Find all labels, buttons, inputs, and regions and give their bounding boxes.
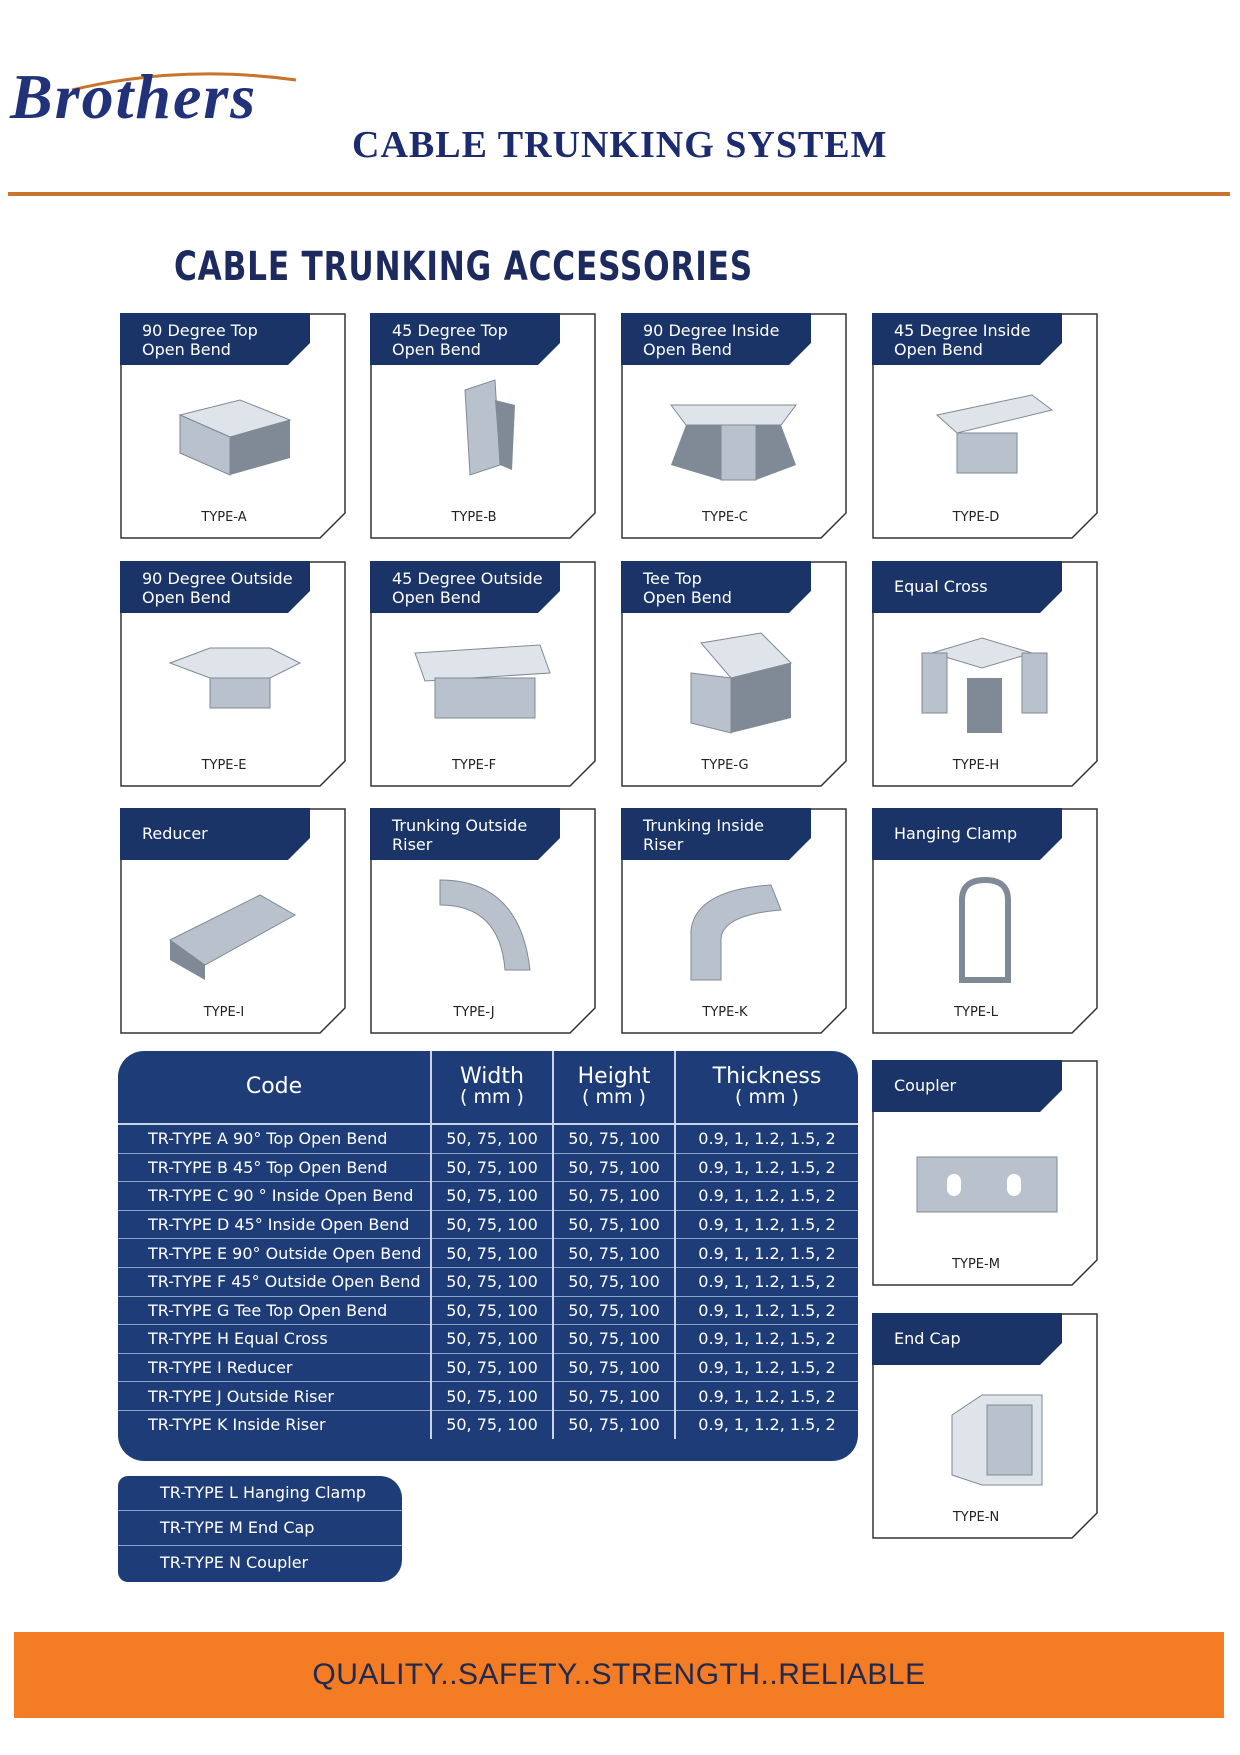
accessory-card bbox=[872, 313, 1098, 539]
spec-thickness-cell: 0.9, 1, 1.2, 1.5, 2 bbox=[675, 1182, 858, 1211]
spec-height-cell: 50, 75, 100 bbox=[553, 1124, 675, 1153]
accessory-type: TYPE-H bbox=[952, 758, 1000, 773]
spec-width-cell: 50, 75, 100 bbox=[431, 1124, 553, 1153]
spec-code-cell: TR-TYPE I Reducer bbox=[118, 1353, 431, 1382]
accessory-type: TYPE-I bbox=[203, 1005, 245, 1020]
spec-row bbox=[118, 1124, 858, 1153]
spec-width-cell: 50, 75, 100 bbox=[431, 1239, 553, 1268]
accessory-name: End Cap bbox=[894, 1329, 961, 1348]
spec-code-cell: TR-TYPE B 45° Top Open Bend bbox=[118, 1153, 431, 1182]
spec-row bbox=[118, 1410, 858, 1438]
brand-logo: Brothers bbox=[10, 61, 258, 132]
spec-header-row bbox=[118, 1051, 858, 1124]
accessory-type: TYPE-M bbox=[952, 1257, 1000, 1272]
spec-code-cell: TR-TYPE H Equal Cross bbox=[118, 1325, 431, 1354]
accessory-name: 90 Degree Inside Open Bend bbox=[643, 321, 780, 359]
tee-top-icon bbox=[651, 623, 817, 741]
spec-header-height: Height ( mm ) bbox=[553, 1051, 675, 1124]
accessory-card bbox=[872, 808, 1098, 1034]
spec-width-cell: 50, 75, 100 bbox=[431, 1325, 553, 1354]
spec-thickness-cell: 0.9, 1, 1.2, 1.5, 2 bbox=[675, 1124, 858, 1153]
accessory-card bbox=[370, 808, 596, 1034]
header-divider bbox=[8, 192, 1230, 196]
accessory-name: 90 Degree Outside Open Bend bbox=[142, 569, 293, 607]
inside-bend-45-icon bbox=[902, 375, 1068, 493]
spec-row bbox=[118, 1296, 858, 1325]
spec-thickness-cell: 0.9, 1, 1.2, 1.5, 2 bbox=[675, 1382, 858, 1411]
spec-code-cell: TR-TYPE J Outside Riser bbox=[118, 1382, 431, 1411]
extra-row: TR-TYPE M End Cap bbox=[118, 1511, 402, 1546]
accessory-name: Trunking Inside Riser bbox=[643, 816, 765, 854]
spec-height-cell: 50, 75, 100 bbox=[553, 1182, 675, 1211]
accessory-type: TYPE-E bbox=[201, 758, 247, 773]
accessory-type: TYPE-C bbox=[702, 510, 748, 525]
spec-code-cell: TR-TYPE K Inside Riser bbox=[118, 1410, 431, 1438]
accessory-name: 45 Degree Inside Open Bend bbox=[894, 321, 1031, 359]
spec-thickness-cell: 0.9, 1, 1.2, 1.5, 2 bbox=[675, 1353, 858, 1382]
extra-codes-table bbox=[118, 1476, 402, 1582]
spec-thickness-cell: 0.9, 1, 1.2, 1.5, 2 bbox=[675, 1325, 858, 1354]
accessory-card bbox=[120, 561, 346, 787]
spec-row bbox=[118, 1382, 858, 1411]
accessory-type: TYPE-A bbox=[201, 510, 247, 525]
spec-row bbox=[118, 1239, 858, 1268]
spec-width-cell: 50, 75, 100 bbox=[431, 1382, 553, 1411]
equal-cross-icon bbox=[902, 623, 1068, 741]
accessory-card bbox=[370, 561, 596, 787]
outside-bend-90-icon bbox=[150, 623, 316, 741]
spec-code-cell: TR-TYPE G Tee Top Open Bend bbox=[118, 1296, 431, 1325]
spec-height-cell: 50, 75, 100 bbox=[553, 1239, 675, 1268]
accessory-name: 45 Degree Top Open Bend bbox=[392, 321, 508, 359]
accessory-name: Reducer bbox=[142, 824, 208, 843]
footer-banner bbox=[14, 1632, 1224, 1718]
spec-header-width: Width ( mm ) bbox=[431, 1051, 553, 1124]
spec-code-cell: TR-TYPE A 90° Top Open Bend bbox=[118, 1124, 431, 1153]
accessory-card bbox=[872, 561, 1098, 787]
outside-bend-45-icon bbox=[400, 623, 566, 741]
hanging-clamp-icon bbox=[902, 870, 1068, 988]
spec-thickness-cell: 0.9, 1, 1.2, 1.5, 2 bbox=[675, 1267, 858, 1296]
spec-row bbox=[118, 1353, 858, 1382]
accessory-name: 45 Degree Outside Open Bend bbox=[392, 569, 543, 607]
accessory-card bbox=[621, 561, 847, 787]
end-cap-icon bbox=[902, 1375, 1068, 1493]
spec-height-cell: 50, 75, 100 bbox=[553, 1382, 675, 1411]
spec-code-cell: TR-TYPE F 45° Outside Open Bend bbox=[118, 1267, 431, 1296]
spec-table bbox=[118, 1051, 858, 1461]
footer-slogan: QUALITY..SAFETY..STRENGTH..RELIABLE bbox=[312, 1658, 926, 1691]
spec-height-cell: 50, 75, 100 bbox=[553, 1153, 675, 1182]
spec-height-cell: 50, 75, 100 bbox=[553, 1410, 675, 1438]
accessory-type: TYPE-F bbox=[451, 758, 497, 773]
accessory-type: TYPE-K bbox=[702, 1005, 748, 1020]
coupler-icon bbox=[902, 1122, 1068, 1240]
section-title: CABLE TRUNKING ACCESSORIES bbox=[174, 244, 754, 290]
spec-header-code: Code bbox=[118, 1051, 431, 1124]
accessory-card bbox=[621, 313, 847, 539]
spec-height-cell: 50, 75, 100 bbox=[553, 1353, 675, 1382]
accessory-type: TYPE-B bbox=[451, 510, 497, 525]
accessory-name: Equal Cross bbox=[894, 577, 988, 596]
spec-height-cell: 50, 75, 100 bbox=[553, 1325, 675, 1354]
spec-row bbox=[118, 1267, 858, 1296]
accessory-name: Coupler bbox=[894, 1076, 957, 1095]
top-bend-45-icon bbox=[400, 375, 566, 493]
reducer-icon bbox=[150, 870, 316, 988]
accessory-type: TYPE-G bbox=[701, 758, 749, 773]
accessory-name: Hanging Clamp bbox=[894, 824, 1018, 843]
accessory-type: TYPE-L bbox=[954, 1005, 998, 1020]
spec-width-cell: 50, 75, 100 bbox=[431, 1153, 553, 1182]
spec-row bbox=[118, 1153, 858, 1182]
spec-width-cell: 50, 75, 100 bbox=[431, 1267, 553, 1296]
inside-bend-90-icon bbox=[651, 375, 817, 493]
accessory-card bbox=[370, 313, 596, 539]
spec-code-cell: TR-TYPE C 90 ° Inside Open Bend bbox=[118, 1182, 431, 1211]
accessory-type: TYPE-J bbox=[453, 1005, 495, 1020]
spec-thickness-cell: 0.9, 1, 1.2, 1.5, 2 bbox=[698, 1415, 836, 1435]
inside-riser-icon bbox=[651, 870, 817, 988]
spec-row bbox=[118, 1182, 858, 1211]
spec-row bbox=[118, 1210, 858, 1239]
spec-code-cell: TR-TYPE E 90° Outside Open Bend bbox=[118, 1239, 431, 1268]
spec-thickness-cell: 0.9, 1, 1.2, 1.5, 2 bbox=[675, 1239, 858, 1268]
accessory-card bbox=[120, 808, 346, 1034]
spec-thickness-cell: 0.9, 1, 1.2, 1.5, 2 bbox=[675, 1210, 858, 1239]
accessory-name: Tee Top Open Bend bbox=[643, 569, 732, 607]
accessory-name: Trunking Outside Riser bbox=[392, 816, 528, 854]
outside-riser-icon bbox=[400, 870, 566, 988]
spec-width-cell: 50, 75, 100 bbox=[431, 1182, 553, 1211]
extra-row: TR-TYPE L Hanging Clamp bbox=[118, 1476, 402, 1511]
accessory-card bbox=[872, 1060, 1098, 1286]
accessory-type: TYPE-D bbox=[952, 510, 1000, 525]
spec-width-cell: 50, 75, 100 bbox=[431, 1210, 553, 1239]
spec-height-cell: 50, 75, 100 bbox=[553, 1296, 675, 1325]
spec-width-cell: 50, 75, 100 bbox=[431, 1296, 553, 1325]
spec-thickness-cell: 0.9, 1, 1.2, 1.5, 2 bbox=[675, 1296, 858, 1325]
page-title: CABLE TRUNKING SYSTEM bbox=[352, 124, 888, 166]
spec-height-cell: 50, 75, 100 bbox=[553, 1210, 675, 1239]
spec-width-cell: 50, 75, 100 bbox=[431, 1353, 553, 1382]
extra-row: TR-TYPE N Coupler bbox=[160, 1553, 309, 1572]
spec-width-cell: 50, 75, 100 bbox=[431, 1410, 553, 1438]
top-bend-90-icon bbox=[150, 375, 316, 493]
spec-header-thickness: Thickness ( mm ) bbox=[675, 1051, 858, 1124]
accessory-name: 90 Degree Top Open Bend bbox=[142, 321, 258, 359]
spec-thickness-cell: 0.9, 1, 1.2, 1.5, 2 bbox=[675, 1153, 858, 1182]
accessory-card bbox=[621, 808, 847, 1034]
accessory-card bbox=[120, 313, 346, 539]
spec-height-cell: 50, 75, 100 bbox=[553, 1267, 675, 1296]
spec-code-cell: TR-TYPE D 45° Inside Open Bend bbox=[118, 1210, 431, 1239]
spec-row bbox=[118, 1325, 858, 1354]
accessory-type: TYPE-N bbox=[952, 1510, 1000, 1525]
accessory-card bbox=[872, 1313, 1098, 1539]
